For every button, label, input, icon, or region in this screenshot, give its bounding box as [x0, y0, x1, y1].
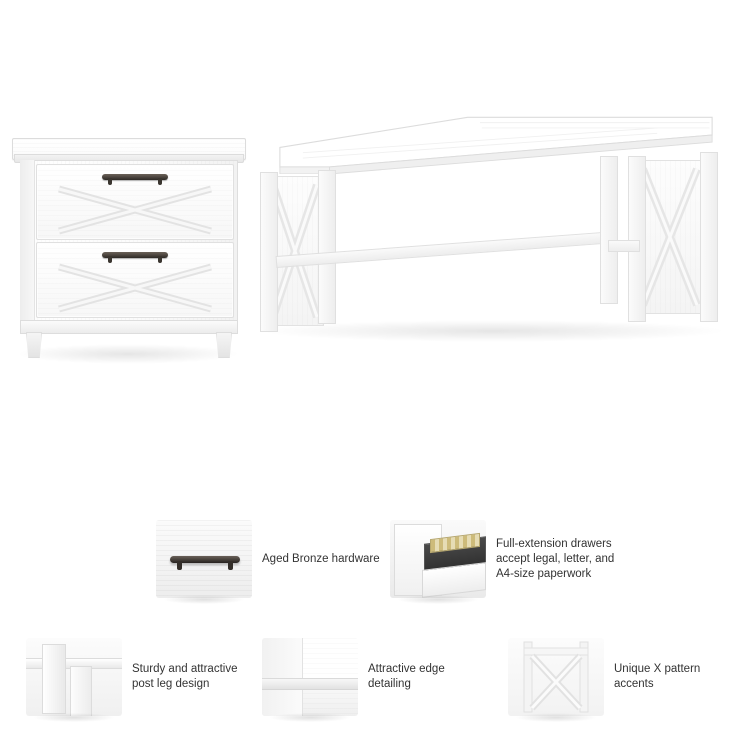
cabinet-leg-right — [216, 332, 232, 358]
feature-xpattern — [508, 638, 734, 716]
cabinet-drawer-bottom — [36, 242, 234, 318]
feature-drawers — [390, 520, 621, 598]
feature-xpattern-caption: Unique X pattern accents — [614, 663, 701, 690]
drawer-pull-icon — [102, 174, 168, 180]
desk-side-stretcher — [608, 240, 640, 252]
feature-drawers-caption: Full-extension drawers accept legal, letter, and A4-size paperwork — [496, 537, 615, 580]
x-pattern-icon — [508, 638, 604, 716]
desk-leg-post-left-front — [260, 172, 278, 332]
edge-detail-icon — [262, 638, 358, 716]
x-pattern-icon — [508, 638, 604, 716]
post-leg-icon — [26, 638, 122, 716]
l-desk — [248, 112, 744, 337]
feature-edge — [262, 638, 488, 716]
feature-hardware-caption: Aged Bronze hardware — [262, 552, 380, 565]
drawer-pull-icon — [102, 252, 168, 258]
cabinet-leg-left — [26, 332, 42, 358]
feature-legs — [26, 638, 252, 716]
desk-leg-post-left-back — [318, 170, 336, 324]
feature-edge-caption: Attractive edge detailing — [368, 663, 445, 690]
feature-callouts — [0, 500, 755, 755]
desk-leg-post-right-front — [628, 156, 646, 322]
feature-hardware — [156, 520, 380, 598]
feature-legs-caption: Sturdy and attractive post leg design — [132, 663, 238, 690]
drawer-pull-icon — [156, 520, 252, 598]
file-cabinet — [12, 138, 244, 356]
open-drawer-icon — [390, 520, 486, 598]
desk-leg-post-center — [600, 156, 618, 304]
desk-leg-post-right-back — [700, 152, 718, 322]
cabinet-side-panel — [20, 160, 35, 320]
cabinet-drawer-top — [36, 164, 234, 240]
cabinet-base-rail — [20, 320, 238, 334]
